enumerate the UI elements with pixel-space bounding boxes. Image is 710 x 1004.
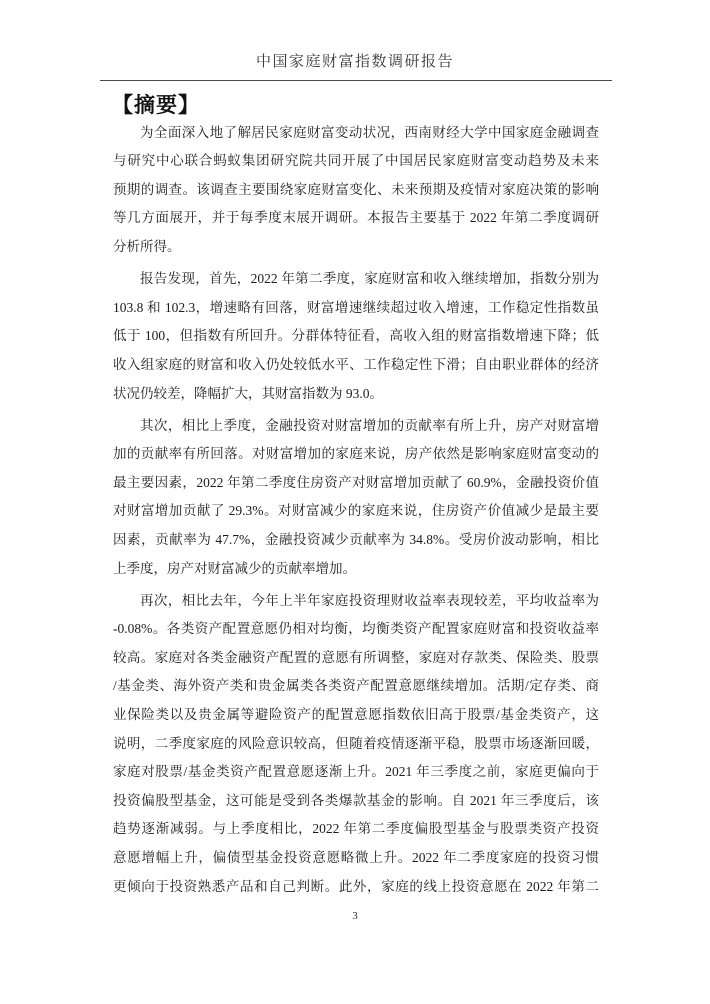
text-line: 家庭对股票/基金类资产配置意愿逐渐上升。2021 年三季度之前，家庭更偏向于 (113, 764, 599, 780)
text-line: 业保险类以及贵金属等避险资产的配置意愿指数依旧高于股票/基金类资产，这 (113, 707, 599, 723)
text-line: 收入组家庭的财富和收入仍处较低水平、工作稳定性下滑；自由职业群体的经济 (113, 356, 599, 372)
abstract-heading: 【摘要】 (112, 93, 200, 117)
text-line: 报告发现，首先，2022 年第二季度，家庭财富和收入继续增加，指数分别为 (140, 271, 599, 287)
text-line: 趋势逐渐减弱。与上季度相比，2022 年第二季度偏股型基金与股票类资产投资 (113, 821, 599, 837)
text-line: 低于 100，但指数有所回升。分群体特征看，高收入组的财富指数增速下降；低 (113, 328, 599, 344)
text-line: 预期的调查。该调查主要围绕家庭财富变化、未来预期及疫情对家庭决策的影响 (113, 181, 599, 197)
text-line: 分析所得。 (113, 239, 181, 255)
running-header-title: 中国家庭财富指数调研报告 (255, 54, 454, 70)
text-line: 其次，相比上季度，金融投资对财富增加的贡献率有所上升，房产对财富增 (140, 417, 599, 433)
text-line: 与研究中心联合蚂蚁集团研究院共同开展了中国居民家庭财富变动趋势及未来 (113, 153, 599, 169)
paragraph-1 (113, 119, 599, 262)
text-line: 状况仍较差，降幅扩大，其财富指数为 93.0。 (113, 385, 383, 401)
paragraph-2 (113, 265, 599, 408)
text-line: 再次，相比去年，今年上半年家庭投资理财收益率表现较差，平均收益率为 (140, 592, 599, 608)
paragraph-4 (113, 587, 599, 902)
text-line: -0.08%。各类资产配置意愿仍相对均衡，均衡类资产配置家庭财富和投资收益率 (113, 621, 599, 637)
text-line: 对财富增加贡献了 29.3%。对财富减少的家庭来说，住房资产价值减少是最主要 (113, 503, 599, 519)
text-line: 103.8 和 102.3，增速略有回落，财富增速继续超过收入增速，工作稳定性指数虽 (113, 299, 599, 315)
text-line: 等几方面展开，并于每季度末展开调研。本报告主要基于 2022 年第二季度调研 (113, 210, 599, 226)
text-line: /基金类、海外资产类和贵金属类各类资产配置意愿继续增加。活期/定存类、商 (113, 678, 599, 694)
text-line: 投资偏股型基金，这可能是受到各类爆款基金的影响。自 2021 年三季度后，该 (113, 792, 599, 808)
text-line: 上季度，房产对财富减少的贡献率增加。 (113, 560, 356, 576)
header-rule (100, 80, 612, 81)
text-line: 较高。家庭对各类金融资产配置的意愿有所调整，家庭对存款类、保险类、股票 (113, 649, 599, 665)
abstract-body (113, 119, 599, 905)
text-line: 说明，二季度家庭的风险意识较高，但随着疫情逐渐平稳，股票市场逐渐回暖， (113, 735, 599, 751)
text-line: 意愿增幅上升，偏债型基金投资意愿略微上升。2022 年二季度家庭的投资习惯 (113, 850, 599, 866)
text-line: 最主要因素，2022 年第二季度住房资产对财富增加贡献了 60.9%，金融投资价值 (113, 474, 599, 490)
text-line: 加的贡献率有所回落。对财富增加的家庭来说，房产依然是影响家庭财富变动的 (113, 446, 599, 462)
text-line: 为全面深入地了解居民家庭财富变动状况，西南财经大学中国家庭金融调查 (140, 124, 599, 140)
page-number: 3 (352, 910, 358, 922)
text-line: 因素，贡献率为 47.7%，金融投资减少贡献率为 34.8%。受房价波动影响，相比 (113, 532, 599, 547)
text-line: 更倾向于投资熟悉产品和自己判断。此外，家庭的线上投资意愿在 2022 年第二 (113, 878, 599, 894)
paragraph-3 (113, 412, 599, 584)
